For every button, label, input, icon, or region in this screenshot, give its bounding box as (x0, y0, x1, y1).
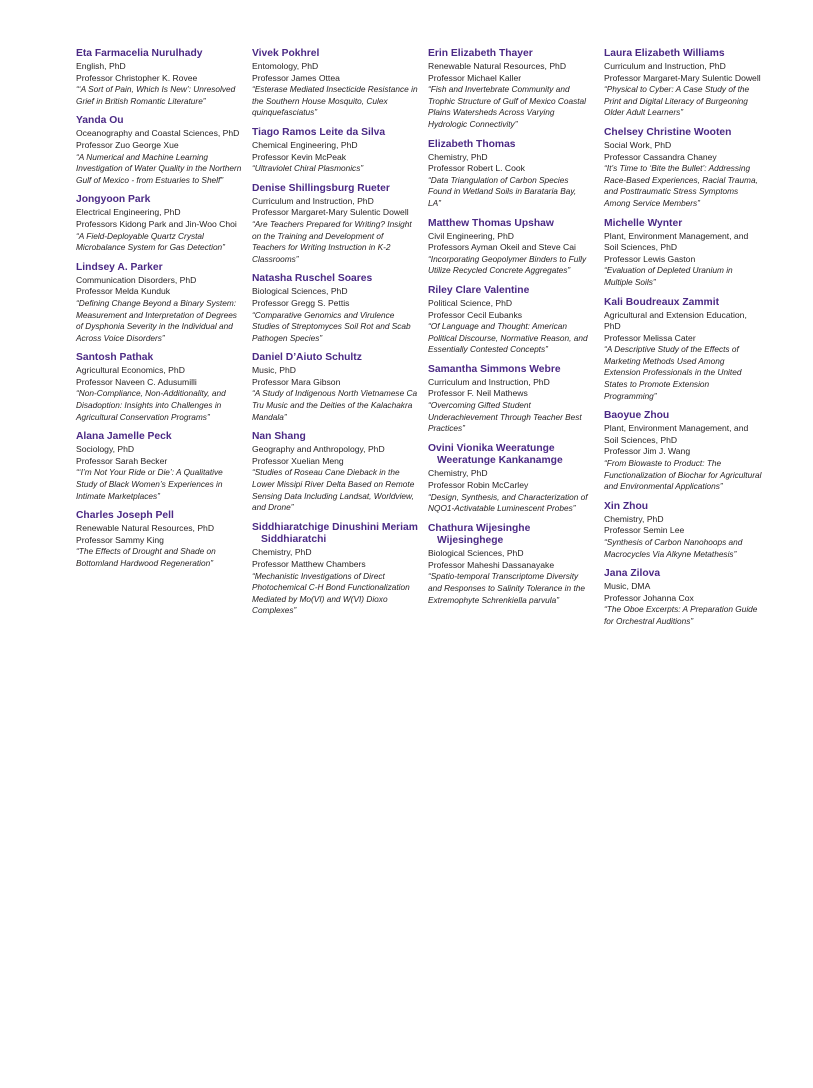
graduate-entry (604, 501, 762, 560)
graduate-entry (428, 139, 588, 210)
advisor: Professor Xuelian Meng (252, 455, 344, 466)
dissertation-title: “Studies of Roseau Cane Dieback in the Lower Missipi River Delta Based on Remote Sensing Data Including Landsat, Worldview, and Drone” (252, 467, 415, 513)
dissertation-title: “‘A Sort of Pain, Which Is New’: Unresolved Grief in British Romantic Literature” (76, 84, 236, 106)
graduate-name: Charles Joseph Pell (76, 510, 174, 522)
degree: Agricultural and Extension Education, PhD (604, 309, 747, 332)
advisor: Professors Ayman Okeil and Steve Cai (428, 242, 576, 253)
graduate-name: Chelsey Christine Wooten (604, 126, 732, 138)
graduate-entry (76, 115, 242, 186)
dissertation-title: “Design, Synthesis, and Characterization of NQO1-Activatable Luminescent Probes” (428, 491, 588, 514)
advisor: Professor Kevin McPeak (252, 151, 347, 162)
graduate-name: Matthew Thomas Upshaw (428, 217, 554, 229)
degree: Curriculum and Instruction, PhD (428, 376, 550, 387)
advisor: Professor Sarah Becker (76, 455, 168, 466)
graduate-entry (428, 364, 588, 435)
degree: Agricultural Economics, PhD (76, 365, 185, 376)
advisor: Professor Mara Gibson (252, 376, 341, 387)
dissertation-title: “Spatio-temporal Transcriptome Diversity and Responses to Salinity Tolerance in the Extremophyte Schrenkiella parvula” (428, 571, 585, 605)
dissertation-title: “The Oboe Excerpts: A Preparation Guide for Orchestral Auditions” (604, 604, 758, 626)
graduate-name: Eta Farmacelia Nurulhady (76, 48, 203, 59)
advisor: Professor Cassandra Chaney (604, 151, 717, 162)
graduate-entry (428, 443, 588, 515)
graduate-name: Yanda Ou (76, 115, 124, 127)
degree: Renewable Natural Resources, PhD (428, 61, 567, 71)
dissertation-title: “Non-Compliance, Non-Additionality, and Disadoption: Insights into Challenges in Agricultural Conservation Programs” (76, 388, 226, 422)
graduate-name: Denise Shillingsburg Rueter (252, 182, 390, 194)
graduate-name: Chathura Wijesinghe Wijesinghege (428, 522, 531, 547)
advisor: Professor James Ottea (252, 72, 340, 83)
graduate-name: Jana Zilova (604, 568, 661, 580)
degree: Curriculum and Instruction, PhD (252, 195, 374, 206)
column-1 (76, 48, 242, 578)
dissertation-title: “Ultraviolet Chiral Plasmonics” (252, 163, 364, 174)
dissertation-title: “A Study of Indigenous North Vietnamese Ca Tru Music and the Deities of the Kalachakra Mandala” (252, 388, 418, 422)
degree: Biological Sciences, PhD (428, 548, 524, 559)
degree: Political Science, PhD (428, 297, 513, 308)
graduate-name: Baoyue Zhou (604, 410, 670, 422)
dissertation-title: “Are Teachers Prepared for Writing? Insight on the Training and Development of Teachers for Writing Instruction in K-2 Classrooms” (252, 218, 412, 264)
degree: Entomology, PhD (252, 61, 319, 71)
degree: Chemistry, PhD (428, 151, 488, 162)
dissertation-title: “Comparative Genomics and Virulence Studies of Streptomyces Soil Rot and Scab Pathogen Species” (252, 309, 411, 343)
graduate-entry (76, 262, 242, 345)
degree: Communication Disorders, PhD (76, 274, 197, 285)
graduate-entry (428, 218, 588, 277)
degree: Renewable Natural Resources, PhD (76, 523, 215, 534)
degree: Electrical Engineering, PhD (76, 207, 181, 218)
dissertation-title: “Mechanistic Investigations of Direct Photochemical C-H Bond Functionalization Mediated by Mo(VI) and W(VI) Dioxo Complexes” (252, 570, 410, 616)
degree: Sociology, PhD (76, 444, 135, 455)
dissertation-title: “Of Language and Thought: American Political Discourse, Normative Reason, and Essentially Contested Concepts” (428, 321, 588, 355)
advisor: Professor Zuo George Xue (76, 139, 179, 150)
dissertation-title: “Data Triangulation of Carbon Species Found in Wetland Soils in Barataria Bay, LA” (428, 174, 577, 208)
graduate-name: Laura Elizabeth Williams (604, 48, 725, 59)
graduate-entry (604, 48, 762, 119)
dissertation-title: “Physical to Cyber: A Case Study of the Print and Digital Literacy of Burgeoning Older Adult Learners” (604, 84, 750, 118)
degree: Chemical Engineering, PhD (252, 139, 358, 150)
advisor: Professor Semin Lee (604, 525, 685, 536)
degree: Chemistry, PhD (252, 547, 312, 558)
advisor: Professor Matthew Chambers (252, 558, 366, 569)
graduate-entry (252, 183, 418, 266)
degree: Biological Sciences, PhD (252, 286, 348, 297)
column-3 (428, 48, 588, 614)
advisor: Professor Robin McCarley (428, 479, 529, 490)
graduate-name: Lindsey A. Parker (76, 261, 163, 273)
dissertation-title: “It’s Time to ‘Bite the Bullet’: Addressing Race-Based Experiences, Racial Trauma, and Posttraumatic Stress Symptoms Among Service Members” (604, 163, 758, 208)
graduate-entry (604, 218, 762, 289)
graduate-name: Daniel D’Aiuto Schultz (252, 352, 362, 364)
graduate-name: Jongyoon Park (76, 194, 151, 206)
advisor: Professor Cecil Eubanks (428, 309, 523, 320)
advisor: Professors Kidong Park and Jin-Woo Choi (76, 218, 237, 229)
advisor: Professor Christopher K. Rovee (76, 72, 198, 83)
degree: Geography and Anthropology, PhD (252, 444, 385, 455)
graduate-entry (428, 48, 588, 131)
graduate-name: Kali Boudreaux Zammit (604, 296, 720, 308)
advisor: Professor Jim J. Wang (604, 446, 691, 457)
dissertation-title: “A Numerical and Machine Learning Investigation of Water Quality in the Northern Gulf of Mexico - from Estuaries to Shelf” (76, 151, 242, 185)
advisor: Professor Maheshi Dassanayake (428, 559, 555, 570)
graduate-entry (252, 127, 418, 175)
advisor: Professor Johanna Cox (604, 592, 694, 603)
graduate-name: Nan Shang (252, 431, 306, 443)
advisor: Professor Margaret-Mary Sulentic Dowell (604, 72, 761, 83)
graduate-entry (604, 410, 762, 493)
graduate-name: Santosh Pathak (76, 352, 154, 364)
dissertation-title: “Defining Change Beyond a Binary System: Measurement and Interpretation of Degrees of Dysphonia Severity in the Individual and Across Voice Disorders” (76, 297, 237, 343)
degree: Plant, Environment Management, and Soil Sciences, PhD (604, 230, 749, 253)
advisor: Professor Naveen C. Adusumilli (76, 376, 197, 387)
dissertation-title: “The Effects of Drought and Shade on Bottomland Hardwood Regeneration” (76, 546, 216, 568)
graduate-name: Michelle Wynter (604, 217, 683, 229)
graduate-name: Alana Jamelle Peck (76, 431, 172, 443)
graduate-entry (76, 48, 242, 107)
graduate-name: Xin Zhou (604, 500, 649, 512)
degree: Chemistry, PhD (428, 468, 488, 479)
advisor: Professor Melissa Cater (604, 332, 696, 343)
graduate-entry (252, 522, 418, 617)
graduate-name: Siddhiaratchige Dinushini Meriam Siddhiaratchi (252, 521, 418, 546)
graduate-name: Elizabeth Thomas (428, 138, 516, 150)
graduate-entry (604, 568, 762, 627)
advisor: Professor F. Neil Mathews (428, 388, 528, 399)
advisor: Professor Sammy King (76, 534, 164, 545)
dissertation-title: “Esterase Mediated Insecticide Resistance in the Southern House Mosquito, Culex quinquefasciatus” (252, 84, 418, 118)
dissertation-title: “‘I’m Not Your Ride or Die’: A Qualitative Study of Black Women’s Experiences in Intimate Marketplaces” (76, 467, 223, 501)
graduate-entry (252, 431, 418, 514)
graduate-entry (604, 297, 762, 403)
advisor: Professor Michael Kaller (428, 72, 522, 83)
dissertation-title: “Fish and Invertebrate Community and Trophic Structure of Gulf of Mexico Coastal Plains Watersheds Across Varying Hydrologic Connectivity” (428, 84, 587, 129)
degree: Civil Engineering, PhD (428, 230, 514, 241)
graduate-entry (252, 352, 418, 423)
dissertation-title: “Evaluation of Depleted Uranium in Multiple Soils” (604, 265, 733, 287)
advisor: Professor Lewis Gaston (604, 253, 696, 264)
graduate-name: Ovini Vionika Weeratunge Weeratunge Kankanamge (428, 442, 563, 467)
column-4 (604, 48, 762, 636)
graduate-entry (76, 510, 242, 569)
graduate-entry (252, 48, 418, 119)
graduate-name: Natasha Ruschel Soares (252, 273, 373, 285)
graduate-entry (76, 194, 242, 253)
graduate-entry (428, 285, 588, 356)
graduate-entry (76, 431, 242, 502)
column-2 (252, 48, 418, 625)
advisor: Professor Gregg S. Pettis (252, 297, 350, 308)
graduate-name: Riley Clare Valentine (428, 284, 530, 296)
graduate-entry (604, 127, 762, 210)
degree: Chemistry, PhD (604, 513, 664, 524)
degree: Music, DMA (604, 581, 651, 592)
degree: Oceanography and Coastal Sciences, PhD (76, 128, 240, 139)
dissertation-title: “Synthesis of Carbon Nanohoops and Macrocycles Via Alkyne Metathesis” (604, 537, 743, 559)
graduate-entry (428, 523, 588, 606)
dissertation-title: “From Biowaste to Product: The Functionalization of Biochar for Agricultural and Environmental Applications” (604, 458, 762, 492)
degree: Curriculum and Instruction, PhD (604, 61, 726, 71)
advisor: Professor Margaret-Mary Sulentic Dowell (252, 207, 409, 218)
advisor: Professor Melda Kunduk (76, 286, 171, 297)
dissertation-title: “A Field-Deployable Quartz Crystal Microbalance System for Gas Detection” (76, 230, 225, 253)
graduate-name: Samantha Simmons Webre (428, 363, 561, 375)
degree: Social Work, PhD (604, 139, 672, 150)
degree: Music, PhD (252, 365, 296, 376)
graduate-entry (252, 273, 418, 344)
advisor: Professor Robert L. Cook (428, 163, 525, 174)
degree: English, PhD (76, 61, 126, 71)
graduate-name: Erin Elizabeth Thayer (428, 48, 533, 59)
graduate-entry (76, 352, 242, 423)
degree: Plant, Environment Management, and Soil Sciences, PhD (604, 423, 749, 445)
graduate-name: Vivek Pokhrel (252, 48, 320, 59)
dissertation-title: “A Descriptive Study of the Effects of Marketing Methods Used Among Extension Professionals in the United States to Promote Extension Programming” (604, 344, 742, 401)
dissertation-title: “Incorporating Geopolymer Binders to Fully Utilize Recycled Concrete Aggregates” (428, 253, 587, 276)
dissertation-title: “Overcoming Gifted Student Underachievement Through Teacher Best Practices” (428, 400, 582, 434)
graduate-name: Tiago Ramos Leite da Silva (252, 126, 386, 138)
